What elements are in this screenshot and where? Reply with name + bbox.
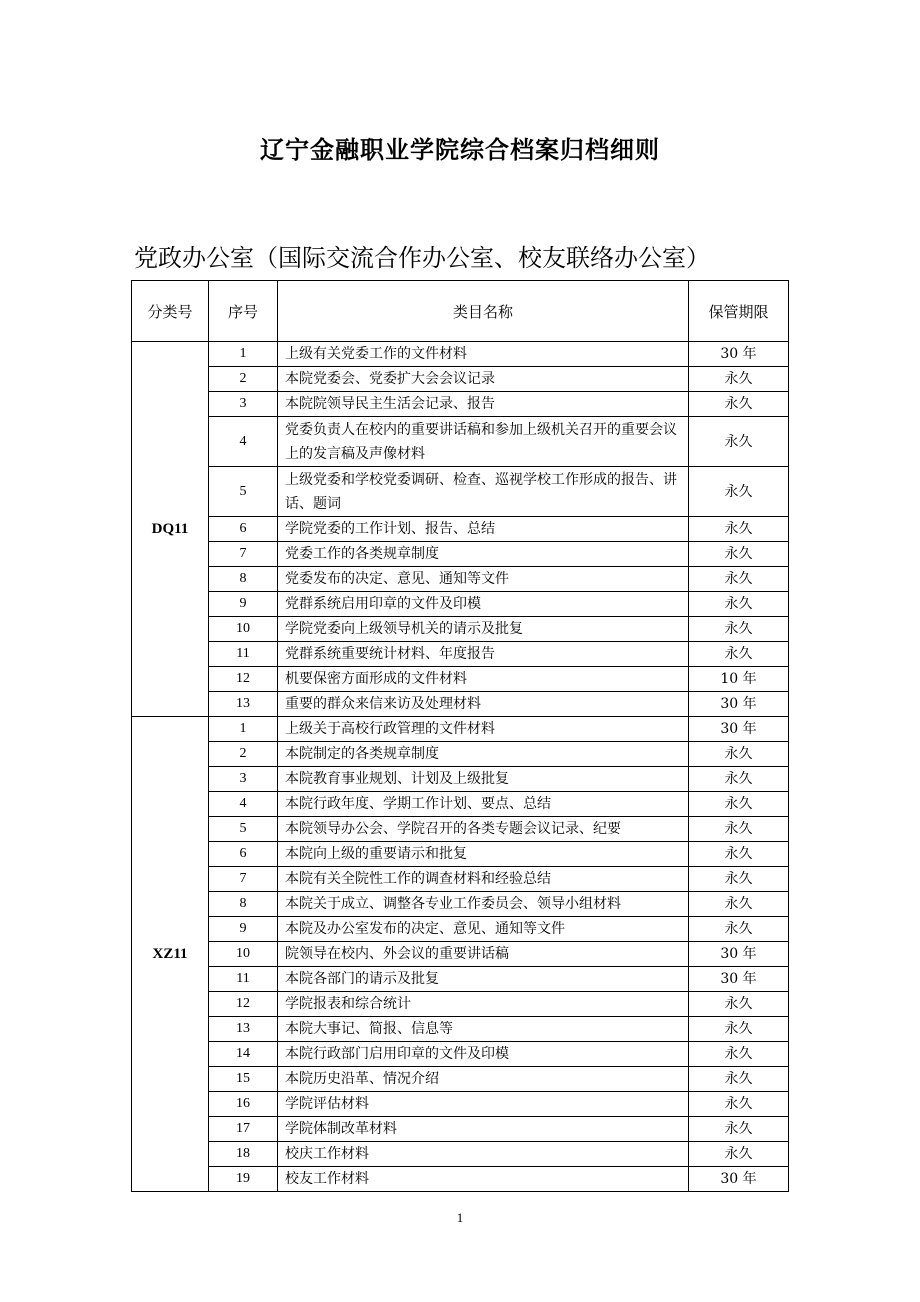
retention-cell: 永久: [689, 392, 789, 417]
table-row: [132, 642, 789, 667]
category-code-cell: XZ11: [132, 717, 209, 1192]
seq-cell: 1: [209, 717, 278, 742]
retention-cell: 30 年: [689, 342, 789, 367]
item-name-cell: 本院行政部门启用印章的文件及印模: [278, 1042, 689, 1067]
retention-cell: 30 年: [689, 967, 789, 992]
table-header-row: [132, 281, 789, 342]
item-name-cell: 上级关于高校行政管理的文件材料: [278, 717, 689, 742]
table-row: [132, 592, 789, 617]
table-body: [132, 342, 789, 1192]
item-name-cell: 机要保密方面形成的文件材料: [278, 667, 689, 692]
seq-cell: 11: [209, 967, 278, 992]
header-item-name: 类目名称: [278, 281, 689, 342]
retention-cell: 永久: [689, 467, 789, 517]
item-name-cell: 学院报表和综合统计: [278, 992, 689, 1017]
item-name-cell: 本院领导办公会、学院召开的各类专题会议记录、纪要: [278, 817, 689, 842]
table-row: [132, 717, 789, 742]
seq-cell: 17: [209, 1117, 278, 1142]
header-retention: 保管期限: [689, 281, 789, 342]
table-row: [132, 517, 789, 542]
table-row: [132, 967, 789, 992]
item-name-cell: 党委负责人在校内的重要讲话稿和参加上级机关召开的重要会议上的发言稿及声像材料: [278, 417, 689, 467]
retention-cell: 永久: [689, 417, 789, 467]
table-row: [132, 392, 789, 417]
item-name-cell: 党委工作的各类规章制度: [278, 542, 689, 567]
item-name-cell: 党群系统重要统计材料、年度报告: [278, 642, 689, 667]
item-name-cell: 本院关于成立、调整各专业工作委员会、领导小组材料: [278, 892, 689, 917]
item-name-cell: 院领导在校内、外会议的重要讲话稿: [278, 942, 689, 967]
item-name-cell: 本院行政年度、学期工作计划、要点、总结: [278, 792, 689, 817]
table-row: [132, 1167, 789, 1192]
retention-cell: 永久: [689, 817, 789, 842]
item-name-cell: 上级有关党委工作的文件材料: [278, 342, 689, 367]
table-row: [132, 667, 789, 692]
item-name-cell: 本院向上级的重要请示和批复: [278, 842, 689, 867]
table-row: [132, 1142, 789, 1167]
seq-cell: 13: [209, 692, 278, 717]
seq-cell: 13: [209, 1017, 278, 1042]
table-row: [132, 567, 789, 592]
section-title: 党政办公室（国际交流合作办公室、校友联络办公室）: [134, 244, 710, 272]
retention-cell: 永久: [689, 592, 789, 617]
retention-cell: 永久: [689, 617, 789, 642]
seq-cell: 7: [209, 542, 278, 567]
seq-cell: 9: [209, 592, 278, 617]
retention-cell: 永久: [689, 367, 789, 392]
table-row: [132, 942, 789, 967]
retention-cell: 永久: [689, 542, 789, 567]
item-name-cell: 学院评估材料: [278, 1092, 689, 1117]
table-row: [132, 917, 789, 942]
document-title: 辽宁金融职业学院综合档案归档细则: [260, 136, 660, 164]
table-row: [132, 542, 789, 567]
seq-cell: 5: [209, 467, 278, 517]
item-name-cell: 重要的群众来信来访及处理材料: [278, 692, 689, 717]
retention-cell: 永久: [689, 992, 789, 1017]
seq-cell: 8: [209, 892, 278, 917]
retention-cell: 永久: [689, 742, 789, 767]
header-seq: 序号: [209, 281, 278, 342]
table-row: [132, 992, 789, 1017]
item-name-cell: 本院各部门的请示及批复: [278, 967, 689, 992]
table-row: [132, 342, 789, 367]
seq-cell: 4: [209, 792, 278, 817]
retention-cell: 永久: [689, 792, 789, 817]
seq-cell: 18: [209, 1142, 278, 1167]
item-name-cell: 本院制定的各类规章制度: [278, 742, 689, 767]
seq-cell: 12: [209, 667, 278, 692]
seq-cell: 10: [209, 942, 278, 967]
table-row: [132, 1067, 789, 1092]
retention-cell: 永久: [689, 642, 789, 667]
table-row: [132, 892, 789, 917]
retention-cell: 30 年: [689, 692, 789, 717]
item-name-cell: 校庆工作材料: [278, 1142, 689, 1167]
retention-cell: 永久: [689, 1092, 789, 1117]
seq-cell: 12: [209, 992, 278, 1017]
seq-cell: 2: [209, 742, 278, 767]
table-row: [132, 767, 789, 792]
seq-cell: 1: [209, 342, 278, 367]
retention-cell: 10 年: [689, 667, 789, 692]
retention-cell: 永久: [689, 867, 789, 892]
item-name-cell: 上级党委和学校党委调研、检查、巡视学校工作形成的报告、讲话、题词: [278, 467, 689, 517]
retention-cell: 永久: [689, 892, 789, 917]
seq-cell: 6: [209, 842, 278, 867]
seq-cell: 3: [209, 767, 278, 792]
seq-cell: 19: [209, 1167, 278, 1192]
table-row: [132, 742, 789, 767]
item-name-cell: 校友工作材料: [278, 1167, 689, 1192]
seq-cell: 9: [209, 917, 278, 942]
table-row: [132, 617, 789, 642]
item-name-cell: 本院有关全院性工作的调查材料和经验总结: [278, 867, 689, 892]
seq-cell: 8: [209, 567, 278, 592]
seq-cell: 15: [209, 1067, 278, 1092]
category-code-cell: DQ11: [132, 342, 209, 717]
table-row: [132, 367, 789, 392]
item-name-cell: 本院历史沿革、情况介绍: [278, 1067, 689, 1092]
item-name-cell: 党群系统启用印章的文件及印模: [278, 592, 689, 617]
retention-cell: 永久: [689, 1067, 789, 1092]
seq-cell: 6: [209, 517, 278, 542]
item-name-cell: 本院院领导民主生活会记录、报告: [278, 392, 689, 417]
table-row: [132, 1092, 789, 1117]
retention-cell: 30 年: [689, 1167, 789, 1192]
retention-cell: 30 年: [689, 717, 789, 742]
seq-cell: 7: [209, 867, 278, 892]
item-name-cell: 本院大事记、简报、信息等: [278, 1017, 689, 1042]
retention-cell: 永久: [689, 567, 789, 592]
table-row: [132, 417, 789, 467]
table-row: [132, 792, 789, 817]
item-name-cell: 本院教育事业规划、计划及上级批复: [278, 767, 689, 792]
page-number: 1: [456, 1210, 464, 1225]
seq-cell: 5: [209, 817, 278, 842]
item-name-cell: 本院及办公室发布的决定、意见、通知等文件: [278, 917, 689, 942]
header-category-code: 分类号: [132, 281, 209, 342]
retention-cell: 永久: [689, 1042, 789, 1067]
retention-cell: 永久: [689, 1142, 789, 1167]
retention-cell: 永久: [689, 1117, 789, 1142]
table-row: [132, 1017, 789, 1042]
table-row: [132, 817, 789, 842]
table-row: [132, 867, 789, 892]
table-row: [132, 467, 789, 517]
item-name-cell: 学院体制改革材料: [278, 1117, 689, 1142]
seq-cell: 11: [209, 642, 278, 667]
seq-cell: 14: [209, 1042, 278, 1067]
retention-cell: 30 年: [689, 942, 789, 967]
table-row: [132, 1042, 789, 1067]
item-name-cell: 学院党委的工作计划、报告、总结: [278, 517, 689, 542]
seq-cell: 2: [209, 367, 278, 392]
item-name-cell: 学院党委向上级领导机关的请示及批复: [278, 617, 689, 642]
retention-cell: 永久: [689, 1017, 789, 1042]
retention-cell: 永久: [689, 767, 789, 792]
seq-cell: 3: [209, 392, 278, 417]
retention-cell: 永久: [689, 842, 789, 867]
seq-cell: 10: [209, 617, 278, 642]
item-name-cell: 本院党委会、党委扩大会会议记录: [278, 367, 689, 392]
item-name-cell: 党委发布的决定、意见、通知等文件: [278, 567, 689, 592]
retention-cell: 永久: [689, 517, 789, 542]
table-row: [132, 692, 789, 717]
table-row: [132, 842, 789, 867]
seq-cell: 4: [209, 417, 278, 467]
archive-table: [131, 280, 789, 1192]
table-row: [132, 1117, 789, 1142]
retention-cell: 永久: [689, 917, 789, 942]
seq-cell: 16: [209, 1092, 278, 1117]
